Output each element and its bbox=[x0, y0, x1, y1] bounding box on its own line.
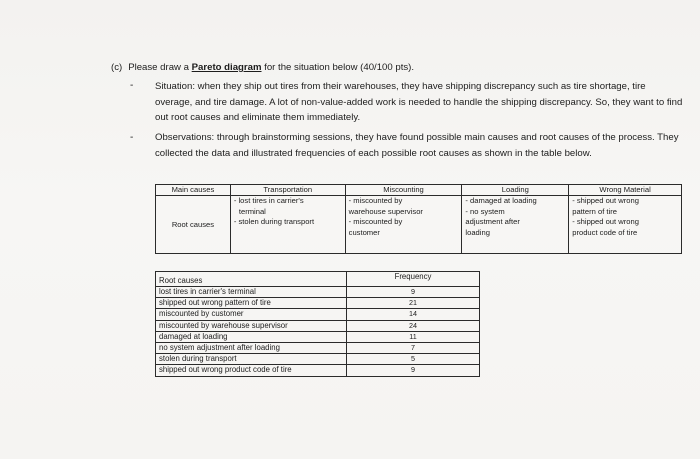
question-text-before: Please draw a bbox=[128, 62, 192, 73]
root-cause-name: miscounted by customer bbox=[156, 309, 347, 320]
frequency-table bbox=[155, 271, 480, 377]
table-row bbox=[156, 287, 480, 298]
pareto-emphasis: Pareto diagram bbox=[191, 62, 262, 73]
root-cause-line: warehouse supervisor bbox=[348, 206, 423, 216]
frequency-value: 7 bbox=[347, 343, 480, 354]
root-cause-line: - no system bbox=[465, 206, 505, 216]
situation-paragraph: Situation: when they ship out tires from their warehouses, they have shipping discrepancy such as tire shortage, tire overage, and tire damage. A lot of non-value-added work is needed to handle the shipping discrepancy. So, they want to find out root causes and eliminate them immediately. bbox=[155, 81, 683, 124]
main-causes-label: Main causes bbox=[156, 185, 231, 196]
root-cause-name: damaged at loading bbox=[156, 331, 347, 342]
frequency-value: 14 bbox=[347, 309, 480, 320]
main-cause-miscounting: Miscounting bbox=[345, 185, 462, 196]
table-row bbox=[156, 343, 480, 354]
root-cause-line: - shipped out wrong bbox=[572, 196, 639, 206]
frequency-value: 5 bbox=[347, 354, 480, 365]
cause-table-root-row bbox=[156, 196, 682, 254]
table-row bbox=[156, 309, 480, 320]
table-row bbox=[156, 365, 480, 376]
question-heading bbox=[111, 62, 414, 73]
observations-paragraph: Observations: through brainstorming sessions, they have found possible main causes and root causes of the process. They collected the data and illustrated frequencies of each possible root causes as shown in the table below. bbox=[155, 132, 679, 159]
root-cause-line: pattern of tire bbox=[572, 206, 617, 216]
cause-table-header-row bbox=[156, 185, 682, 196]
bullet-mark: - bbox=[130, 132, 134, 143]
root-causes-label: Root causes bbox=[156, 196, 231, 254]
main-cause-loading: Loading bbox=[462, 185, 569, 196]
root-cause-name: miscounted by warehouse supervisor bbox=[156, 320, 347, 331]
root-cause-line: - shipped out wrong bbox=[572, 217, 639, 227]
root-cause-line: - miscounted by bbox=[348, 196, 403, 206]
root-cause-line: terminal bbox=[238, 206, 266, 216]
frequency-value: 9 bbox=[347, 287, 480, 298]
root-causes-cell bbox=[230, 196, 345, 254]
root-cause-line: product code of tire bbox=[572, 227, 638, 237]
root-cause-name: shipped out wrong pattern of tire bbox=[156, 298, 347, 309]
main-cause-transportation: Transportation bbox=[230, 185, 345, 196]
root-cause-line: adjustment after bbox=[465, 217, 520, 227]
cause-table bbox=[155, 184, 682, 254]
root-causes-cell bbox=[345, 196, 462, 254]
root-causes-cell bbox=[569, 196, 682, 254]
frequency-header: Frequency bbox=[347, 272, 480, 287]
frequency-value: 24 bbox=[347, 320, 480, 331]
root-cause-line: customer bbox=[348, 227, 380, 237]
table-row bbox=[156, 298, 480, 309]
root-cause-name: stolen during transport bbox=[156, 354, 347, 365]
frequency-value: 11 bbox=[347, 331, 480, 342]
root-cause-line: - damaged at loading bbox=[465, 196, 537, 206]
root-cause-line: - stolen during transport bbox=[233, 217, 315, 227]
root-cause-name: lost tires in carrier's terminal bbox=[156, 287, 347, 298]
bullet-mark: - bbox=[130, 80, 134, 91]
question-text-after: for the situation below (40/100 pts). bbox=[261, 62, 415, 73]
frequency-table-header bbox=[156, 272, 480, 287]
root-cause-name: shipped out wrong product code of tire bbox=[156, 365, 347, 376]
root-causes-header: Root causes bbox=[156, 272, 347, 287]
main-cause-wrong-material: Wrong Material bbox=[569, 185, 682, 196]
frequency-value: 21 bbox=[347, 298, 480, 309]
root-cause-line: loading bbox=[465, 227, 490, 237]
table-row bbox=[156, 320, 480, 331]
table-row bbox=[156, 331, 480, 342]
table-row bbox=[156, 354, 480, 365]
root-cause-line: - miscounted by bbox=[348, 217, 403, 227]
root-causes-cell bbox=[462, 196, 569, 254]
frequency-value: 9 bbox=[347, 365, 480, 376]
root-cause-name: no system adjustment after loading bbox=[156, 343, 347, 354]
root-cause-line: - lost tires in carrier's bbox=[233, 196, 304, 206]
question-label: (c) bbox=[111, 62, 123, 73]
